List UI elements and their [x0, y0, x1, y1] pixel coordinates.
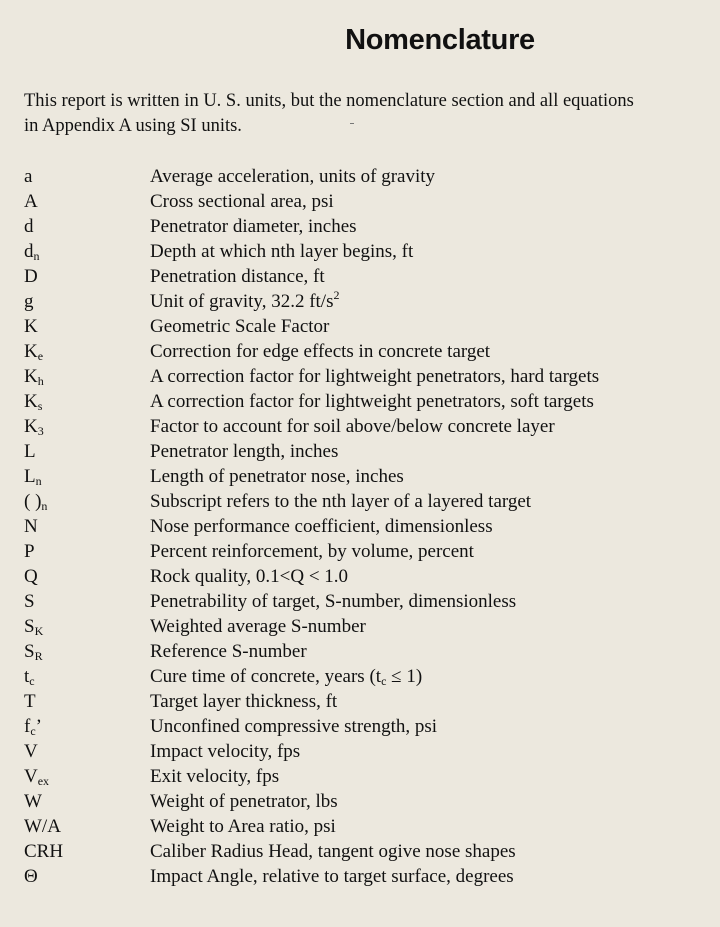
- symbol-base: Q: [24, 566, 38, 587]
- definition: [150, 214, 357, 239]
- symbol-subscript: ex: [37, 774, 50, 788]
- definition-text: Cross sectional area, psi: [150, 191, 334, 212]
- symbol-base: CRH: [24, 841, 64, 862]
- definition-text: Factor to account for soil above/below concrete layer: [150, 416, 555, 437]
- symbol: [24, 414, 44, 439]
- symbol-base: A: [24, 191, 38, 212]
- definition: [150, 314, 329, 339]
- definition: [150, 864, 514, 889]
- definition-text: Caliber Radius Head, tangent ogive nose shapes: [150, 841, 516, 862]
- symbol-base: Θ: [24, 866, 38, 887]
- symbol: [24, 739, 38, 764]
- symbol: [24, 564, 38, 589]
- symbol: [24, 214, 34, 239]
- symbol-subscript: s: [37, 399, 43, 413]
- symbol-base: ( ): [24, 491, 42, 512]
- definition-text: A correction factor for lightweight penetrators, hard targets: [150, 366, 600, 387]
- symbol: [24, 539, 35, 564]
- symbol-base: S: [24, 616, 35, 637]
- definition-text: Length of penetrator nose, inches: [150, 466, 404, 487]
- definition: [150, 389, 594, 414]
- symbol: [24, 614, 43, 639]
- definition-text: Geometric Scale Factor: [150, 316, 330, 337]
- symbol-base: W/A: [24, 816, 61, 837]
- definition-text: Penetrability of target, S-number, dimensionless: [150, 591, 517, 612]
- symbol: [24, 364, 44, 389]
- symbol-base: a: [24, 166, 33, 187]
- symbol: [24, 189, 38, 214]
- symbol-subscript: n: [35, 474, 42, 488]
- definition-text: Subscript refers to the nth layer of a layered target: [150, 491, 532, 512]
- definition-text: Unconfined compressive strength, psi: [150, 716, 438, 737]
- definition: [150, 614, 366, 639]
- symbol-base: d: [24, 241, 34, 262]
- definition-text: Impact Angle, relative to target surface, degrees: [150, 866, 514, 887]
- definition: [150, 739, 300, 764]
- symbol-subscript: 3: [37, 424, 44, 438]
- symbol: [24, 464, 42, 489]
- definition: [150, 164, 435, 189]
- symbol: [24, 864, 38, 889]
- definition-text: Weight to Area ratio, psi: [150, 816, 336, 837]
- symbol-subscript: c: [29, 674, 35, 688]
- symbol-base: L: [24, 441, 36, 462]
- symbol-subscript: R: [34, 649, 43, 663]
- definition: [150, 789, 338, 814]
- definition: [150, 764, 279, 789]
- symbol-subscript: h: [37, 374, 44, 388]
- symbol-subscript: n: [41, 499, 48, 513]
- intro-line-1: This report is written in U. S. units, but the nomenclature section and all equations: [24, 91, 634, 111]
- symbol: [24, 239, 40, 264]
- symbol-subscript: K: [34, 624, 44, 638]
- symbol-base: L: [24, 466, 36, 487]
- symbol-base: K: [24, 416, 38, 437]
- definition: [150, 339, 490, 364]
- definition: [150, 439, 338, 464]
- definition: [150, 814, 336, 839]
- scan-speck: [350, 123, 354, 124]
- definition: [150, 564, 348, 589]
- definition: [150, 589, 516, 614]
- definition-text: Percent reinforcement, by volume, percent: [150, 541, 474, 562]
- symbol-base: K: [24, 366, 38, 387]
- symbol-base: g: [24, 291, 34, 312]
- definition-text: Cure time of concrete, years (t: [150, 666, 382, 687]
- symbol: [24, 439, 36, 464]
- symbol-base: S: [24, 591, 35, 612]
- intro-paragraph: [24, 89, 634, 139]
- symbol: [24, 514, 38, 539]
- symbol: [24, 264, 38, 289]
- definition-text: A correction factor for lightweight penetrators, soft targets: [150, 391, 594, 412]
- definition: [150, 189, 334, 214]
- definition-text: Penetration distance, ft: [150, 266, 325, 287]
- definition-text: Penetrator diameter, inches: [150, 216, 357, 237]
- definition-superscript: 2: [333, 288, 340, 302]
- symbol-subscript: c: [30, 724, 36, 738]
- page-title: Nomenclature: [345, 24, 535, 56]
- definition-text: Reference S-number: [150, 641, 307, 662]
- symbol-base: T: [24, 691, 36, 712]
- symbol-base: W: [24, 791, 42, 812]
- definition: [150, 464, 404, 489]
- symbol-suffix: ’: [35, 716, 42, 737]
- definition-text: Target layer thickness, ft: [150, 691, 338, 712]
- symbol: [24, 839, 63, 864]
- definition-text: Average acceleration, units of gravity: [150, 166, 436, 187]
- definition: [150, 289, 339, 314]
- symbol-base: S: [24, 641, 35, 662]
- definition-text: Depth at which nth layer begins, ft: [150, 241, 414, 262]
- definition-text: Impact velocity, fps: [150, 741, 301, 762]
- definition: [150, 839, 516, 864]
- definition: [150, 539, 474, 564]
- symbol-base: t: [24, 666, 30, 687]
- symbol-subscript: e: [37, 349, 44, 363]
- definition: [150, 714, 437, 739]
- symbol-base: D: [24, 266, 38, 287]
- definition: [150, 239, 413, 264]
- symbol: [24, 389, 42, 414]
- definition: [150, 364, 599, 389]
- symbol: [24, 639, 43, 664]
- definition: [150, 414, 555, 439]
- definition-text: Correction for edge effects in concrete target: [150, 341, 491, 362]
- symbol-base: V: [24, 766, 38, 787]
- symbol: [24, 664, 35, 689]
- definition-tail: ≤ 1): [386, 666, 423, 687]
- symbol: [24, 764, 49, 789]
- symbol-subscript: n: [33, 249, 40, 263]
- symbol: [24, 314, 38, 339]
- definition-text: Unit of gravity, 32.2 ft/s: [150, 291, 334, 312]
- definition-text: Penetrator length, inches: [150, 441, 339, 462]
- intro-line-2: in Appendix A using SI units.: [24, 116, 242, 136]
- symbol-base: P: [24, 541, 35, 562]
- definition-text: Rock quality, 0.1<Q < 1.0: [150, 566, 349, 587]
- definition-text: Exit velocity, fps: [150, 766, 280, 787]
- definition-text: Nose performance coefficient, dimensionless: [150, 516, 493, 537]
- symbol-base: d: [24, 216, 34, 237]
- symbol-base: N: [24, 516, 38, 537]
- symbol-base: K: [24, 391, 38, 412]
- symbol: [24, 589, 35, 614]
- definition: [150, 689, 337, 714]
- definition: [150, 489, 531, 514]
- definition: [150, 639, 307, 664]
- definition-subscript: c: [381, 674, 387, 688]
- definition: [150, 264, 325, 289]
- symbol: [24, 814, 61, 839]
- symbol: [24, 339, 43, 364]
- symbol: [24, 289, 34, 314]
- definition: [150, 664, 422, 689]
- symbol: [24, 689, 36, 714]
- symbol-base: K: [24, 316, 38, 337]
- symbol-base: K: [24, 341, 38, 362]
- definition: [150, 514, 493, 539]
- definition-text: Weighted average S-number: [150, 616, 366, 637]
- definition-text: Weight of penetrator, lbs: [150, 791, 338, 812]
- symbol: [24, 164, 32, 189]
- symbol: [24, 489, 47, 514]
- symbol-base: f: [24, 716, 31, 737]
- symbol-base: V: [24, 741, 38, 762]
- symbol: [24, 789, 42, 814]
- symbol: [24, 714, 42, 739]
